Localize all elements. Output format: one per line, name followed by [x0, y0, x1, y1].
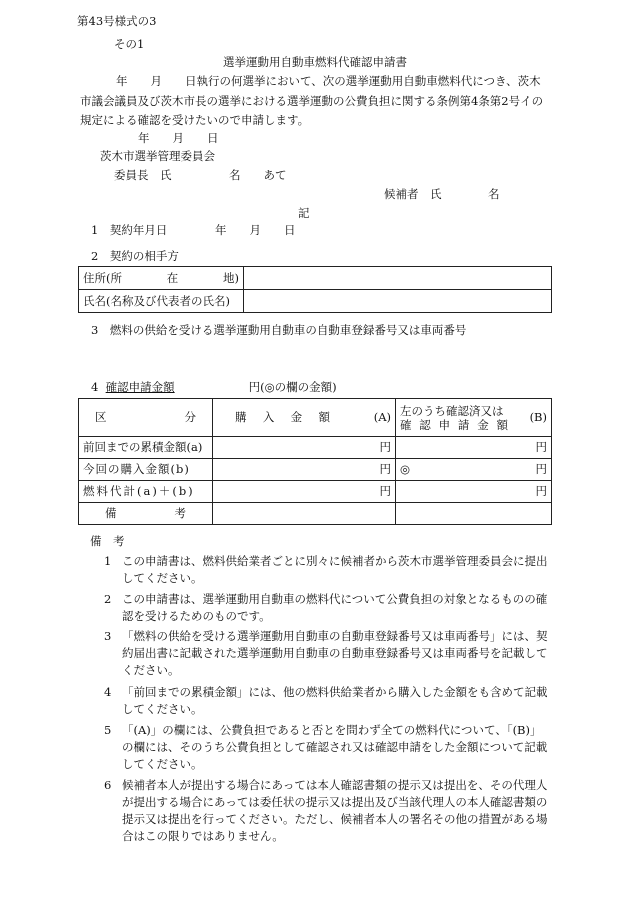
- address-row: [79, 267, 552, 290]
- note-number: 5: [104, 723, 112, 737]
- note-item-3: 「燃料の供給を受ける選挙運動用自動車の自動車登録番号又は車両番号」には、契約届出書に記載された選挙運動用自動車の自動車登録番号又は車両番号を記載してください。: [122, 629, 548, 677]
- header-a: (A): [373, 410, 391, 425]
- chairperson-line: 委員長 氏 名 あて: [114, 168, 287, 182]
- note-number: 1: [104, 554, 112, 568]
- note-number: 3: [104, 629, 112, 643]
- confirmation-amount-note: (◎の欄の金額): [260, 380, 337, 394]
- intro-line-2: 市議会議員及び茨木市長の選挙における選挙運動の公費負担に関する条例第4条第2号イの: [80, 94, 544, 108]
- header-b: (B): [529, 410, 547, 425]
- intro-line-1: 年 月 日執行の何選挙において、次の選挙運動用自動車燃料代につき、茨木: [116, 74, 541, 88]
- remarks-label: 備 考: [79, 503, 213, 525]
- candidate-name-label: 名: [488, 187, 500, 201]
- remarks-row: [79, 503, 552, 525]
- row-label-current: 今回の購入金額(b): [79, 459, 213, 481]
- table-row: [79, 437, 552, 459]
- notes-heading: 備 考: [90, 534, 125, 548]
- contract-date-value: 年 月 日: [215, 223, 296, 237]
- name-field[interactable]: [244, 290, 552, 313]
- contract-party-table: [78, 266, 552, 313]
- note-item-2: この申請書は、選挙運動用自動車の燃料代について公費負担の対象となるものの確認を受けるためのものです。: [122, 592, 548, 623]
- confirmed-current-field[interactable]: ◎ 円: [396, 459, 552, 481]
- purchase-previous-field[interactable]: 円: [213, 437, 396, 459]
- intro-line-3: 規定による確認を受けたいので申請します。: [80, 113, 310, 127]
- remarks-purchase-field[interactable]: [213, 503, 396, 525]
- confirmed-total-field[interactable]: 円: [396, 481, 552, 503]
- row-label-previous: 前回までの累積金額(a): [79, 437, 213, 459]
- amount-table-header: [79, 399, 552, 437]
- name-label: 氏名(名称及び代表者の氏名): [79, 290, 244, 313]
- purchase-total-field[interactable]: 円: [213, 481, 396, 503]
- remarks-confirmed-field[interactable]: [396, 503, 552, 525]
- note-item-1: この申請書は、燃料供給業者ごとに別々に候補者から茨木市選挙管理委員会に提出してください。: [122, 554, 548, 585]
- amount-table: [78, 398, 552, 525]
- confirmation-amount-label: 確認申請金額: [105, 380, 175, 394]
- contract-date-label: 1 契約年月日: [91, 223, 168, 237]
- confirmation-amount-line: 4 確認申請金額 円(◎の欄の金額): [91, 380, 337, 394]
- ki-mark: 記: [298, 206, 310, 220]
- note-number: 6: [104, 778, 112, 792]
- name-row: [79, 290, 552, 313]
- committee-name: 茨木市選挙管理委員会: [100, 149, 215, 163]
- contract-party-label: 2 契約の相手方: [91, 249, 179, 263]
- address-label: 住所(所 在 地): [79, 267, 244, 290]
- confirmation-amount-unit: 円: [248, 380, 261, 394]
- note-item-6: 候補者本人が提出する場合にあっては本人確認書類の提示又は提出を、その代理人が提出する場合にあっては委任状の提示又は提出及び当該代理人の本人確認書類の提示又は提出を行ってください。ただし、候補者本人の署名その他の措置がある場合はこの限りではありません。: [122, 778, 548, 843]
- note-item-4: 「前回までの累積金額」には、他の燃料供給業者から購入した金額をも含めて記載してください。: [122, 685, 548, 716]
- header-confirmed-amount: 左のうち確認済又は 確 認 申 請 金 額 (B): [396, 399, 552, 437]
- row-label-total: 燃料代計(a)＋(b): [79, 481, 213, 503]
- confirmed-previous-field[interactable]: 円: [396, 437, 552, 459]
- note-item-5: 「(A)」の欄には、公費負担であると否とを問わず全ての燃料代について、「(B)」の欄には、そのうち公費負担として確認され又は確認申請をした金額について記載してください。: [122, 723, 548, 771]
- header-category: 区 分: [79, 399, 213, 437]
- note-number: 4: [104, 685, 112, 699]
- header-purchase-amount: 購 入 金 額 (A): [213, 399, 396, 437]
- vehicle-number-label: 3 燃料の供給を受ける選挙運動用自動車の自動車登録番号又は車両番号: [91, 323, 467, 337]
- note-number: 2: [104, 592, 112, 606]
- candidate-label: 候補者 氏: [384, 187, 442, 201]
- form-sub-number: その1: [114, 37, 145, 51]
- address-field[interactable]: [244, 267, 552, 290]
- double-circle-mark: ◎: [400, 462, 411, 477]
- form-number: 第43号様式の3: [77, 14, 157, 28]
- purchase-current-field[interactable]: 円: [213, 459, 396, 481]
- table-row: [79, 459, 552, 481]
- page-title: 選挙運動用自動車燃料代確認申請書: [223, 55, 407, 69]
- table-row: [79, 481, 552, 503]
- application-date: 年 月 日: [138, 131, 219, 145]
